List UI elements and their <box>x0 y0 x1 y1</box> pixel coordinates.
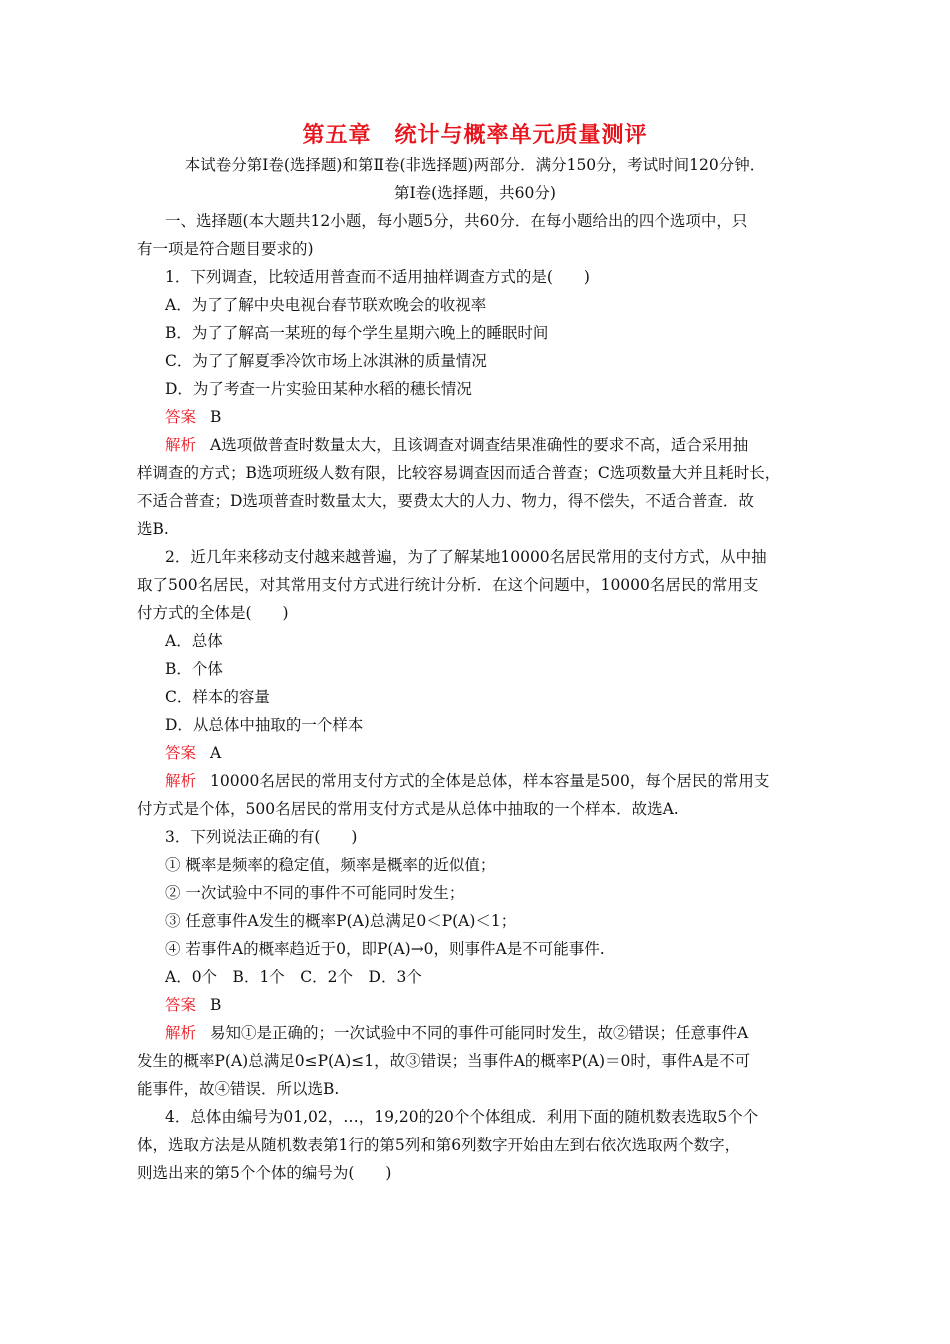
q3-stem: 3．下列说法正确的有( ) <box>165 828 358 846</box>
exam-intro: 本试卷分第Ⅰ卷(选择题)和第Ⅱ卷(非选择题)两部分．满分150分，考试时间120分钟． <box>184 156 766 174</box>
q2-analysis-line-1 <box>165 771 769 791</box>
q1-analysis-text-1: A选项做普查时数量太大，且该调查对调查结果准确性的要求不高，适合采用抽 <box>210 436 749 454</box>
analysis-label: 解析 <box>165 772 197 790</box>
answer-label: 答案 <box>165 996 197 1014</box>
q3-statement-2: ② 一次试验中不同的事件不可能同时发生； <box>165 884 465 902</box>
q3-statement-4: ④ 若事件A的概率趋近于0，即P(A)→0，则事件A是不可能事件. <box>165 940 605 958</box>
q1-analysis-line-2: 样调查的方式；B选项班级人数有限，比较容易调查因而适合普查；C选项数量大并且耗时长， <box>137 464 781 482</box>
answer-label: 答案 <box>165 408 197 426</box>
analysis-label: 解析 <box>165 1024 197 1042</box>
q3-statement-3: ③ 任意事件A发生的概率P(A)总满足0＜P(A)＜1； <box>165 912 517 930</box>
q2-stem-line-1: 2．近几年来移动支付越来越普遍，为了了解某地10000名居民常用的支付方式，从中抽 <box>165 548 767 566</box>
q3-answer <box>165 995 221 1015</box>
q2-stem-line-2: 取了500名居民，对其常用支付方式进行统计分析．在这个问题中，10000名居民的常用支 <box>137 576 759 594</box>
q3-options: A．0个 B．1个 C．2个 D．3个 <box>165 968 422 986</box>
q2-analysis-line-2: 付方式是个体，500名居民的常用支付方式是从总体中抽取的一个样本．故选A. <box>137 800 679 818</box>
q3-analysis-line-2: 发生的概率P(A)总满足0≤P(A)≤1，故③错误；当事件A的概率P(A)＝0时，事件A是不可 <box>137 1052 751 1070</box>
q1-answer-value: B <box>210 408 222 426</box>
q4-stem-line-1: 4．总体由编号为01,02，…，19,20的20个个体组成．利用下面的随机数表选取5个个 <box>165 1108 759 1126</box>
part-one-heading: 第Ⅰ卷(选择题，共60分) <box>394 184 556 202</box>
answer-label: 答案 <box>165 744 197 762</box>
q3-analysis-line-3: 能事件，故④错误．所以选B. <box>137 1080 340 1098</box>
q1-answer <box>165 407 221 427</box>
q2-option-b: B．个体 <box>165 660 223 678</box>
q1-option-c: C．为了了解夏季冷饮市场上冰淇淋的质量情况 <box>165 352 487 370</box>
q1-analysis-line-4: 选B. <box>137 520 169 538</box>
q3-analysis-line-1 <box>165 1023 748 1043</box>
q1-analysis-line-1 <box>165 435 748 455</box>
q2-analysis-text-1: 10000名居民的常用支付方式的全体是总体，样本容量是500，每个居民的常用支 <box>210 772 770 790</box>
analysis-label: 解析 <box>165 436 197 454</box>
q3-statement-1: ① 概率是频率的稳定值，频率是概率的近似值； <box>165 856 496 874</box>
q3-analysis-text-1: 易知①是正确的；一次试验中不同的事件可能同时发生，故②错误；任意事件A <box>210 1024 749 1042</box>
section-heading-line-1: 一、选择题(本大题共12小题，每小题5分，共60分．在每小题给出的四个选项中，只 <box>165 212 748 230</box>
q2-option-a: A．总体 <box>165 632 223 650</box>
q4-stem-line-3: 则选出来的第5个个体的编号为( ) <box>137 1164 392 1182</box>
q2-answer <box>165 743 221 763</box>
q2-option-c: C．样本的容量 <box>165 688 270 706</box>
q2-answer-value: A <box>210 744 222 762</box>
q2-option-d: D．从总体中抽取的一个样本 <box>165 716 364 734</box>
q1-option-d: D．为了考查一片实验田某种水稻的穗长情况 <box>165 380 472 398</box>
section-heading-line-2: 有一项是符合题目要求的) <box>137 240 314 258</box>
q2-stem-line-3: 付方式的全体是( ) <box>137 604 289 622</box>
q1-option-b: B．为了了解高一某班的每个学生星期六晚上的睡眠时间 <box>165 324 549 342</box>
q3-answer-value: B <box>210 996 222 1014</box>
q1-option-a: A．为了了解中央电视台春节联欢晚会的收视率 <box>165 296 487 314</box>
q4-stem-line-2: 体，选取方法是从随机数表第1行的第5列和第6列数字开始由左到右依次选取两个数字， <box>137 1136 741 1154</box>
document-title: 第五章 统计与概率单元质量测评 <box>302 123 648 148</box>
q1-analysis-line-3: 不适合普查；D选项普查时数量太大，要费太大的人力、物力，得不偿失，不适合普查．故 <box>137 492 754 510</box>
q1-stem: 1．下列调查，比较适用普查而不适用抽样调查方式的是( ) <box>165 268 590 286</box>
